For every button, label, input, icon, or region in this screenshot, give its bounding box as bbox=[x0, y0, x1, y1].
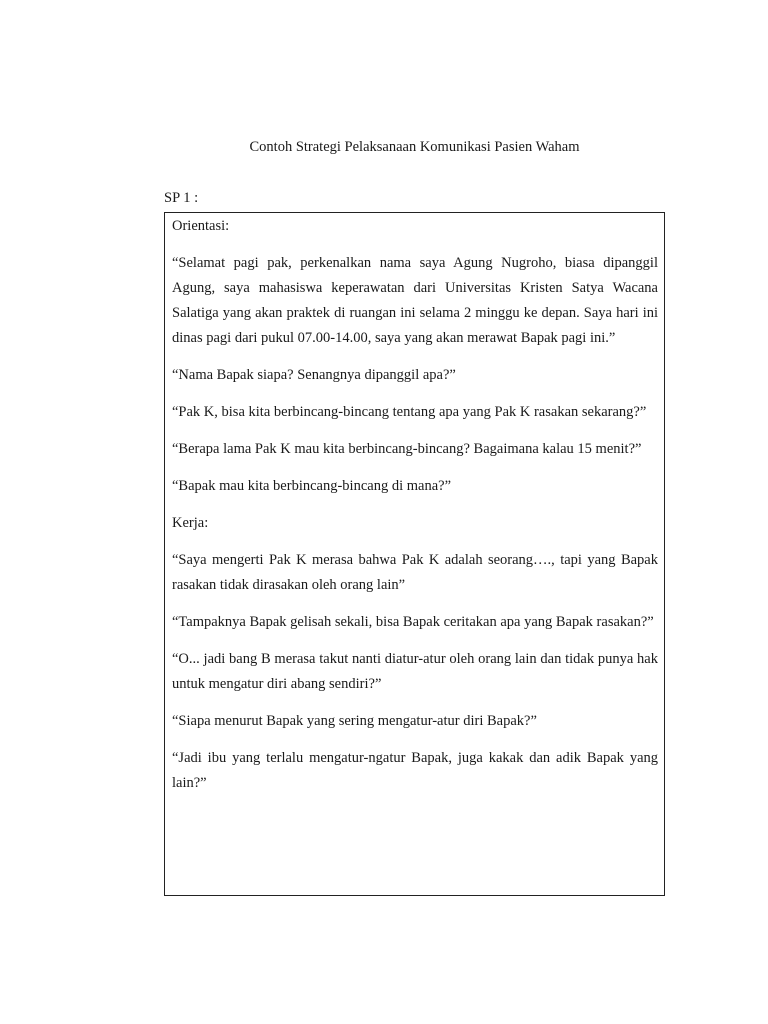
work-line: “Siapa menurut Bapak yang sering mengatur-atur diri Bapak?” bbox=[172, 713, 537, 729]
page-title: Contoh Strategi Pelaksanaan Komunikasi Pasien Waham bbox=[249, 139, 580, 155]
section-label: SP 1 : bbox=[164, 190, 199, 206]
work-line: “Saya mengerti Pak K merasa bahwa Pak K adalah seorang…., tapi yang Bapak rasakan tidak dirasakan oleh orang lain” bbox=[172, 552, 658, 593]
orientation-line: “Selamat pagi pak, perkenalkan nama saya Agung Nugroho, biasa dipanggil Agung, saya mahasiswa keperawatan dari Universitas Kristen Satya Wacana Salatiga yang akan praktek di ruangan ini selama 2 minggu ke depan. Saya hari ini dinas pagi dari pukul 07.00-14.00, saya yang akan merawat Bapak pagi ini.” bbox=[172, 255, 658, 346]
work-heading: Kerja: bbox=[172, 515, 209, 531]
work-line: “Jadi ibu yang terlalu mengatur-ngatur Bapak, juga kakak dan adik Bapak yang lain?” bbox=[172, 750, 658, 791]
work-line: “O... jadi bang B merasa takut nanti diatur-atur oleh orang lain dan tidak punya hak untuk mengatur diri abang sendiri?” bbox=[172, 651, 658, 692]
orientation-heading: Orientasi: bbox=[172, 218, 230, 234]
orientation-line: “Bapak mau kita berbincang-bincang di mana?” bbox=[172, 478, 452, 494]
orientation-line: “Pak K, bisa kita berbincang-bincang tentang apa yang Pak K rasakan sekarang?” bbox=[172, 404, 647, 420]
orientation-line: “Berapa lama Pak K mau kita berbincang-bincang? Bagaimana kalau 15 menit?” bbox=[172, 441, 642, 457]
dialog-box bbox=[164, 212, 665, 896]
work-line: “Tampaknya Bapak gelisah sekali, bisa Bapak ceritakan apa yang Bapak rasakan?” bbox=[172, 614, 654, 630]
orientation-line: “Nama Bapak siapa? Senangnya dipanggil apa?” bbox=[172, 367, 456, 383]
